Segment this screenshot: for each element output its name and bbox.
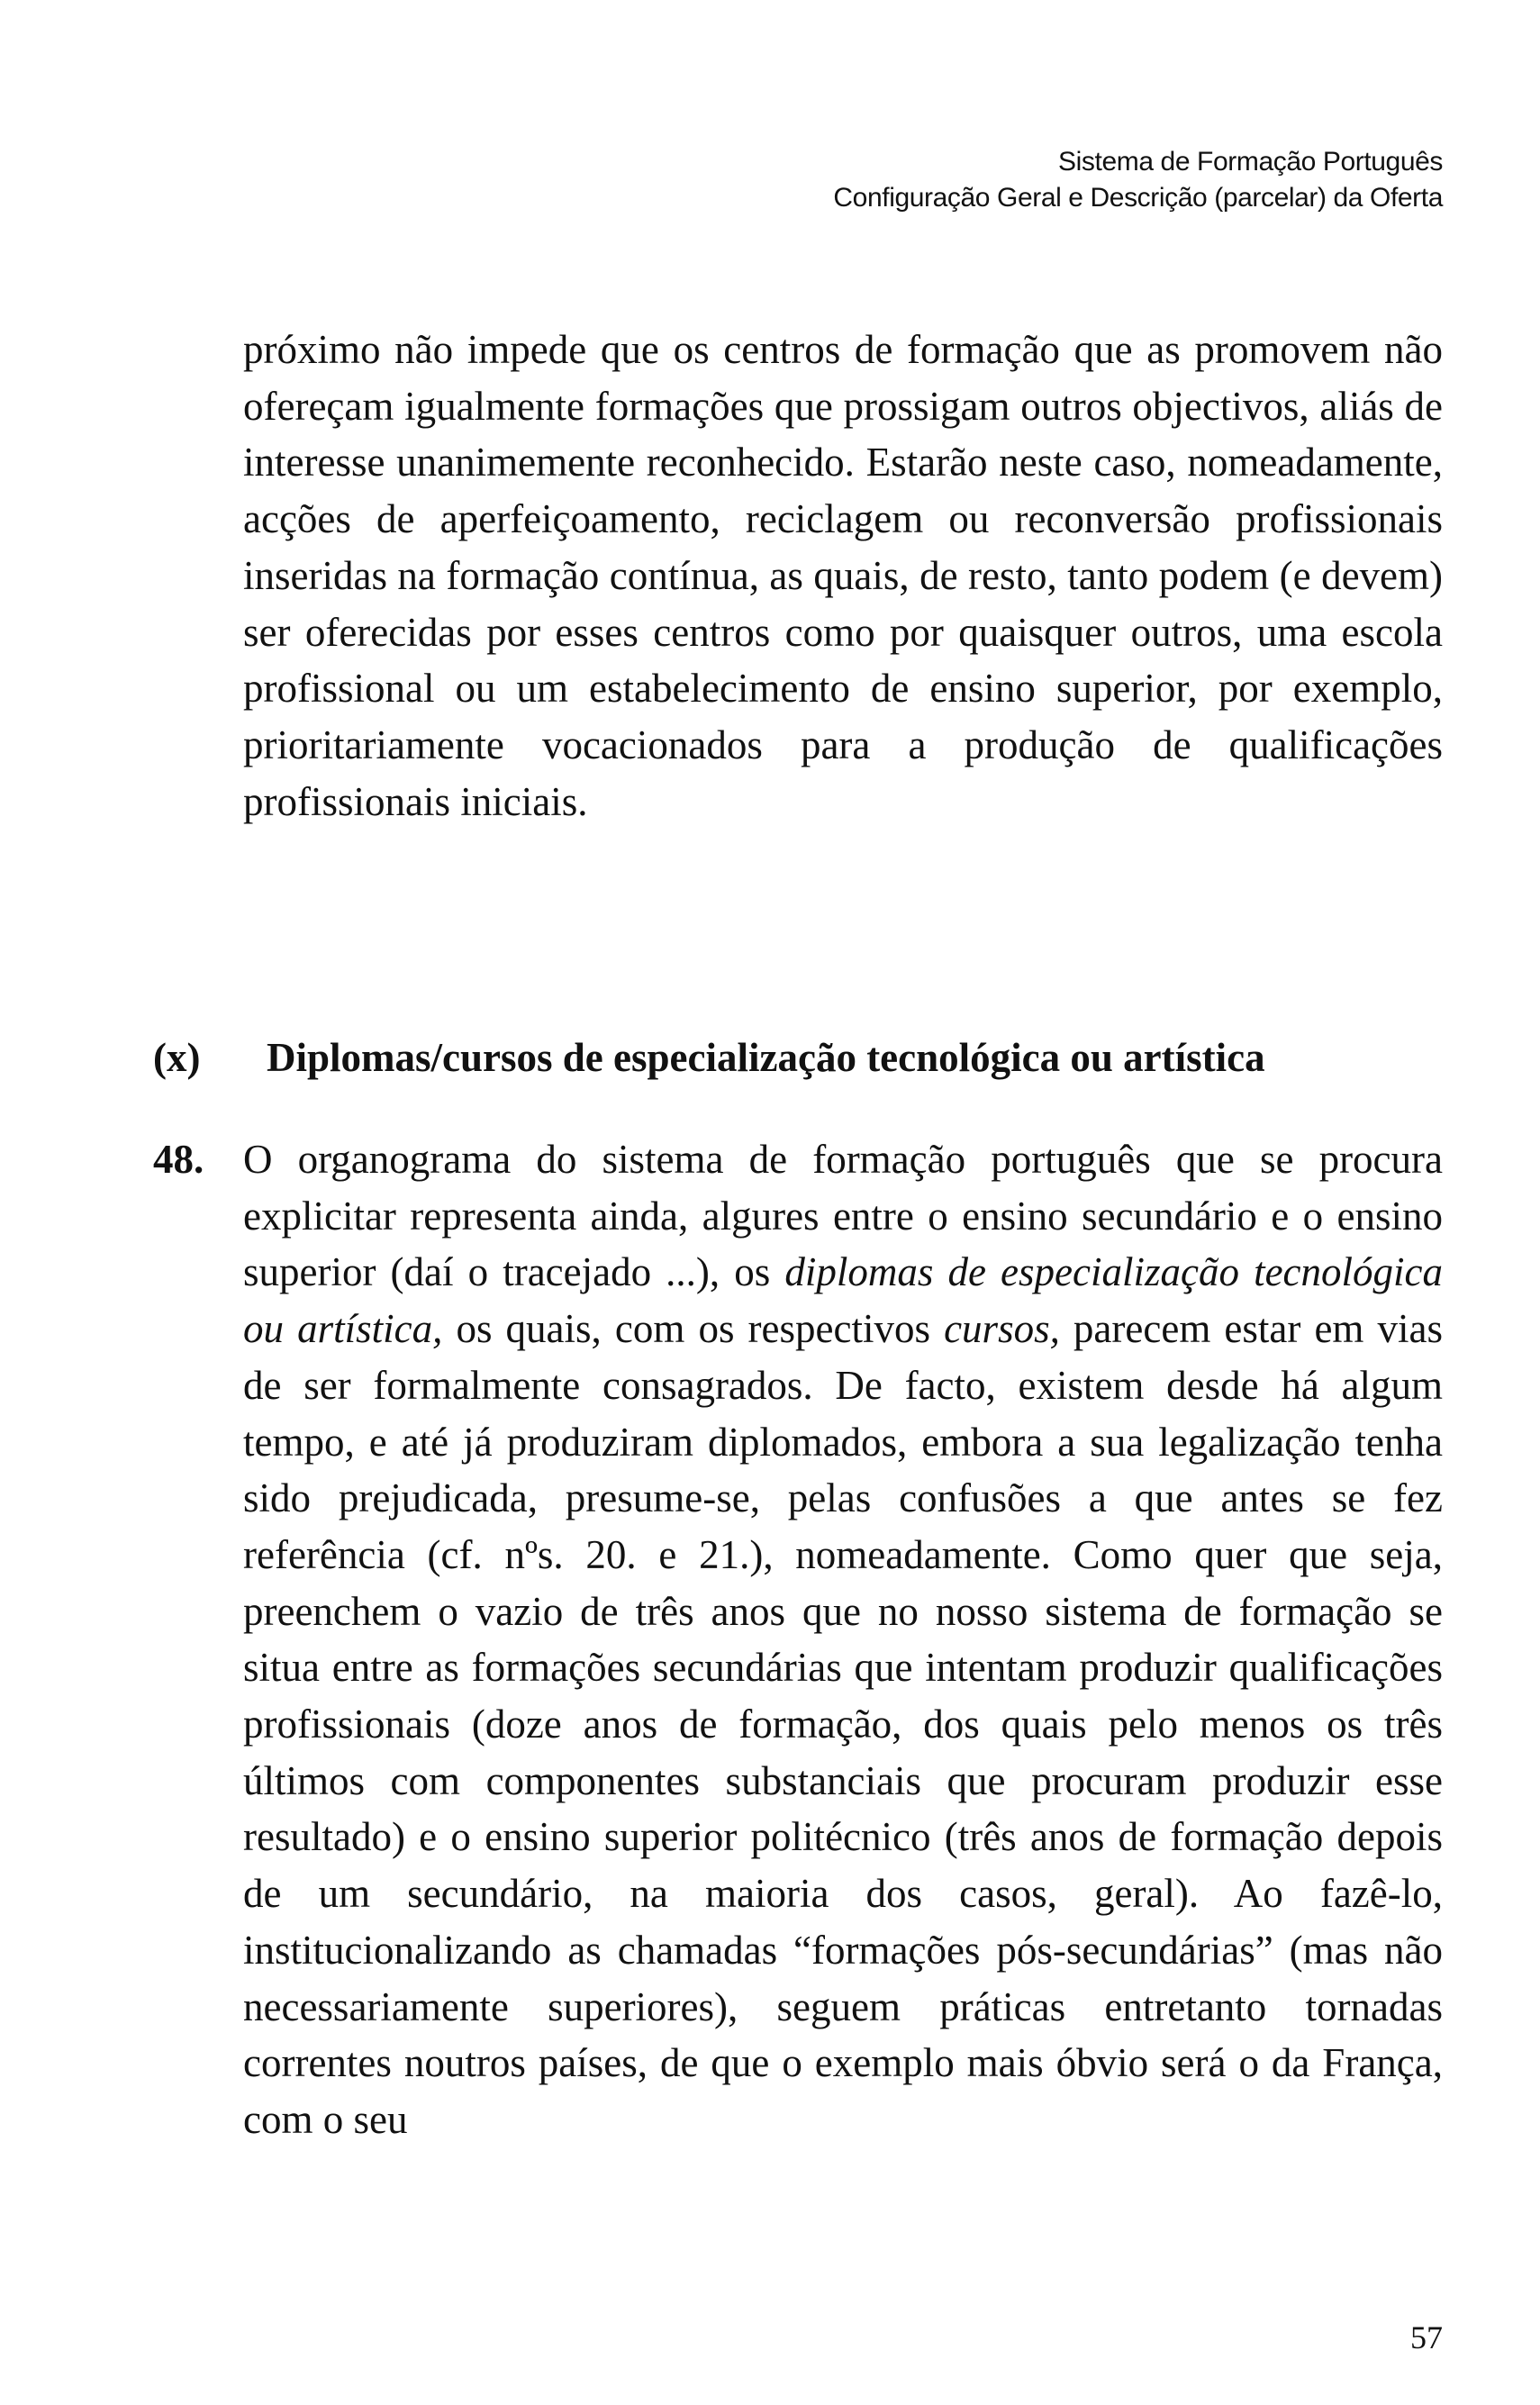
section-title: Diplomas/cursos de especialização tecnológica ou artística [267, 1035, 1265, 1080]
header-subtitle: Configuração Geral e Descrição (parcelar) da Oferta [833, 183, 1443, 213]
page-number: 57 [1410, 2319, 1443, 2355]
emphasis-term: cursos, [944, 1306, 1060, 1352]
paragraph-number: 48. [153, 1137, 204, 1182]
paragraph-text-part: parecem estar em vias de ser formalmente consagrados. De facto, existem desde há algum tempo, e até já produziram diplomados, embora a sua legalização tenha sido prejudicada, presume-se, pelas confusões a que antes se fez referência (cf. nºs. 20. e 21.), nomeadamente. Como quer que seja, preenchem o vazio de três anos que no nosso sistema de formação se situa entre as formações secundárias que intentam produzir qualificações profissionais (doze anos de formação, dos quais pelo menos os três últimos com componentes substanciais que procuram produzir esse resultado) e o ensino superior politécnico (três anos de formação depois de um secundário, na maioria dos casos, geral). Ao fazê-lo, institucionalizando as chamadas “formações pós-secundárias” (mas não necessariamente superiores), seguem práticas entretanto tornadas correntes noutros países, de que o exemplo mais óbvio será o da França, com o seu [243, 1306, 1443, 2142]
running-header [833, 144, 1443, 216]
header-title: Sistema de Formação Português [1058, 147, 1443, 177]
paragraph-text-part: os quais, com os respectivos [442, 1306, 945, 1352]
section-heading [153, 1030, 1450, 1085]
emphasis-term: diplomas de especialização tecnológica ou artística, [243, 1249, 1443, 1352]
section-label: (x) [153, 1035, 201, 1080]
paragraph-text-part: O organograma do sistema de formação português que se procura explicitar representa ainda, algures entre o ensino secundário e o ensino superior (daí o tracejado ...), os [243, 1137, 1443, 1295]
continued-paragraph: próximo não impede que os centros de formação que as promovem não ofereçam igualmente formações que prossigam outros objectivos, aliás de interesse unanimemente reconhecido. Estarão neste caso, nomeadamente, acções de aperfeiçoamento, reciclagem ou reconversão profissionais inseridas na formação contínua, as quais, de resto, tanto podem (e devem) ser oferecidas por esses centros como por quaisquer outros, uma escola profissional ou um estabelecimento de ensino superior, por exemplo, prioritariamente vocacionados para a produção de qualificações profissionais iniciais. [243, 327, 1443, 824]
numbered-paragraph [243, 1131, 1443, 2148]
